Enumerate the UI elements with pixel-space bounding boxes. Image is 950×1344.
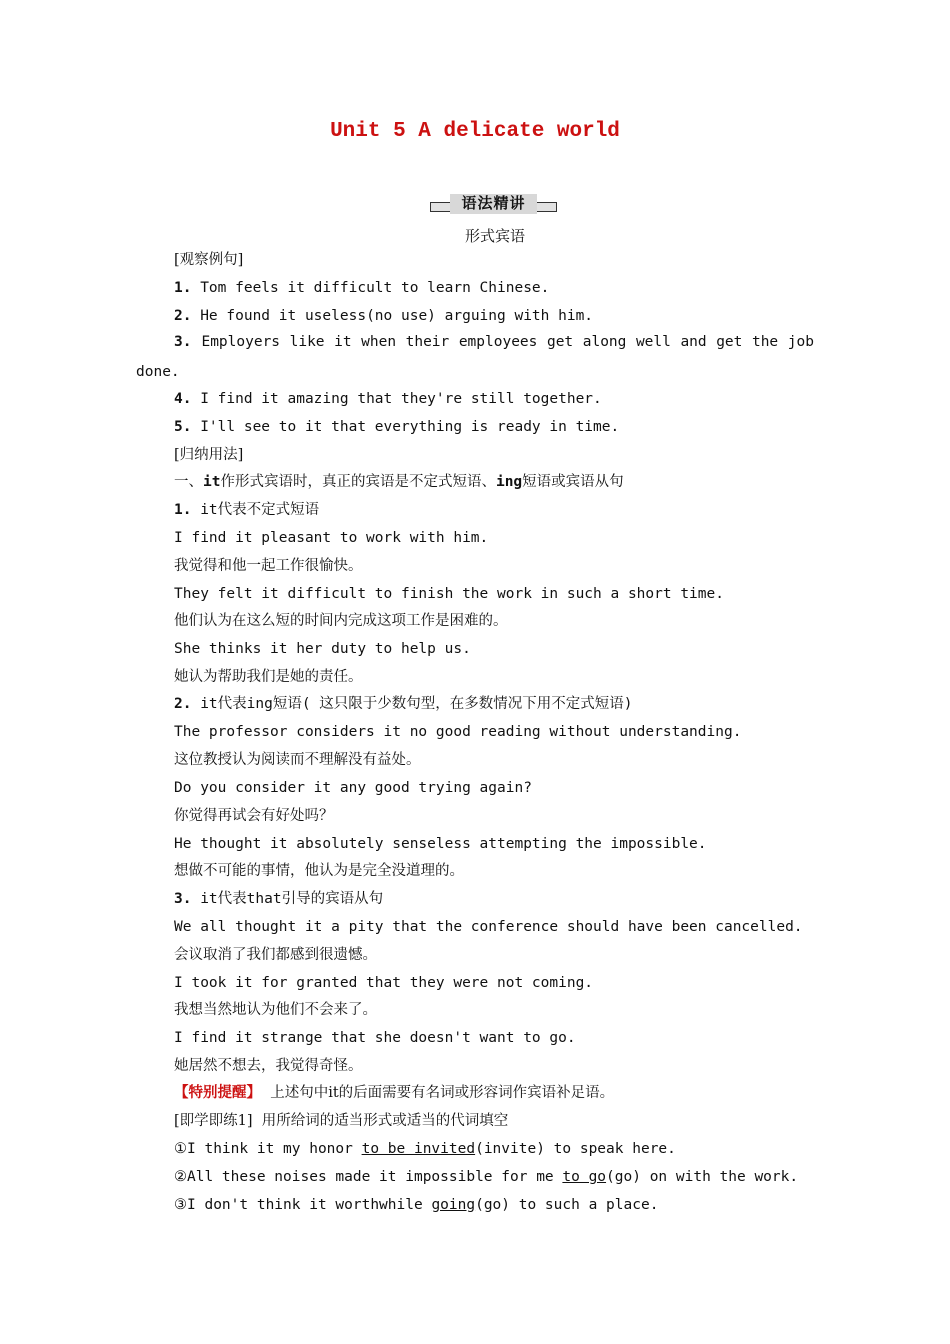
example-number: 4.	[174, 391, 192, 407]
example-number: 1.	[174, 280, 192, 296]
sentence-en: He thought it absolutely senseless attempting the impossible.	[174, 836, 707, 852]
sentence-zh: 她居然不想去，我觉得奇怪。	[174, 1058, 363, 1074]
exercise-item	[174, 1195, 658, 1215]
heading-part: ing	[495, 474, 523, 490]
exercise-text: ②All these noises made it impossible for me	[174, 1169, 563, 1185]
point-number: 1.	[174, 502, 192, 518]
example-4	[174, 389, 602, 409]
point-text: it代表ing短语( 这只限于少数句型，在多数情况下用不定式短语)	[191, 696, 633, 712]
sentence-zh: 会议取消了我们都感到很遗憾。	[174, 947, 377, 963]
note-label: 【特别提醒】	[174, 1084, 261, 1101]
sentence-en: I took it for granted that they were not coming.	[174, 975, 594, 991]
subheading: 形式宾语	[464, 227, 525, 245]
heading-part: 短语或宾语从句	[522, 474, 624, 490]
exercise-text: ①I think it my honor	[174, 1141, 362, 1157]
sentence-zh: 想做不可能的事情，他认为是完全没道理的。	[174, 863, 464, 879]
heading-part: it	[203, 474, 221, 490]
sentence-en: The professor considers it no good reading without understanding.	[174, 724, 742, 740]
example-word: it	[334, 334, 352, 350]
point-text: it代表that引导的宾语从句	[191, 891, 384, 907]
example-number: 3.	[174, 334, 192, 350]
example-number: 5.	[174, 419, 192, 435]
exercise-text: (invite) to speak here.	[475, 1141, 676, 1157]
sentence-zh: 她认为帮助我们是她的责任。	[174, 669, 363, 685]
note-text: 上述句中it的后面需要有名词或形容词作宾语补足语。	[261, 1085, 615, 1101]
exercise-text: ③I don't think it worthwhile	[174, 1197, 432, 1213]
example-text: He found it useless(no use) arguing with him.	[191, 308, 594, 324]
example-word: get	[546, 334, 574, 350]
page-title: Unit 5 A delicate world	[330, 120, 620, 143]
example-5	[174, 417, 619, 437]
sentence-en: She thinks it her duty to help us.	[174, 641, 471, 657]
section-heading	[174, 472, 624, 492]
point-3-heading	[174, 889, 383, 909]
example-3-continued: done.	[136, 364, 180, 380]
example-text: I find it amazing that they're still together.	[191, 391, 602, 407]
sentence-en: I find it strange that she doesn't want to go.	[174, 1030, 576, 1046]
sentence-en: Do you consider it any good trying again?	[174, 780, 532, 796]
exercise-text: (go) on with the work.	[606, 1169, 799, 1185]
exercise-answer: to be invited	[361, 1141, 476, 1157]
exercise-text: (go) to such a place.	[475, 1197, 659, 1213]
example-2	[174, 306, 593, 326]
exercise-answer: going	[431, 1197, 476, 1213]
example-word: and	[680, 334, 707, 350]
example-word: when	[361, 334, 397, 350]
special-note	[174, 1083, 614, 1103]
sentence-zh: 你觉得再试会有好处吗？	[174, 808, 334, 824]
example-text: Tom feels it difficult to learn Chinese.	[191, 280, 550, 296]
point-number: 2.	[174, 696, 192, 712]
sentence-en: I find it pleasant to work with him.	[174, 530, 489, 546]
example-number: 2.	[174, 308, 192, 324]
sentence-en: They felt it difficult to finish the work in such a short time.	[174, 586, 724, 602]
example-1	[174, 278, 549, 298]
example-word: job	[787, 334, 814, 350]
sentence-zh: 我想当然地认为他们不会来了。	[174, 1002, 377, 1018]
example-word: get	[716, 334, 743, 350]
example-word: well	[635, 334, 671, 350]
example-text	[201, 334, 814, 350]
heading-part: 作形式宾语时，真正的宾语是不定式短语、	[220, 474, 496, 490]
banner-label: 语法精讲	[461, 194, 526, 212]
sentence-en: We all thought it a pity that the conference should have been cancelled.	[174, 919, 803, 935]
exercise-item	[174, 1139, 676, 1159]
exercise-answer: to go	[562, 1169, 607, 1185]
example-3	[174, 334, 814, 350]
example-word: their	[405, 334, 450, 350]
example-text: I'll see to it that everything is ready in time.	[191, 419, 620, 435]
point-1-heading	[174, 500, 319, 520]
example-word: Employers	[201, 334, 281, 350]
point-number: 3.	[174, 891, 192, 907]
summary-label: [归纳用法]	[174, 447, 244, 463]
exercise-item	[174, 1167, 798, 1187]
point-2-heading	[174, 694, 633, 714]
sentence-zh: 我觉得和他一起工作很愉快。	[174, 558, 363, 574]
point-text: it代表不定式短语	[191, 502, 320, 518]
heading-part: 一、	[174, 474, 203, 490]
example-word: along	[582, 334, 627, 350]
example-word: the	[751, 334, 779, 350]
sentence-zh: 他们认为在这么短的时间内完成这项工作是困难的。	[174, 613, 508, 629]
example-word: like	[289, 334, 325, 350]
exercise-instructions: [即学即练1] 用所给词的适当形式或适当的代词填空	[174, 1113, 509, 1129]
observe-label: [观察例句]	[174, 252, 244, 268]
section-banner	[430, 193, 557, 215]
sentence-zh: 这位教授认为阅读而不理解没有益处。	[174, 752, 421, 768]
example-word: employees	[458, 334, 538, 350]
